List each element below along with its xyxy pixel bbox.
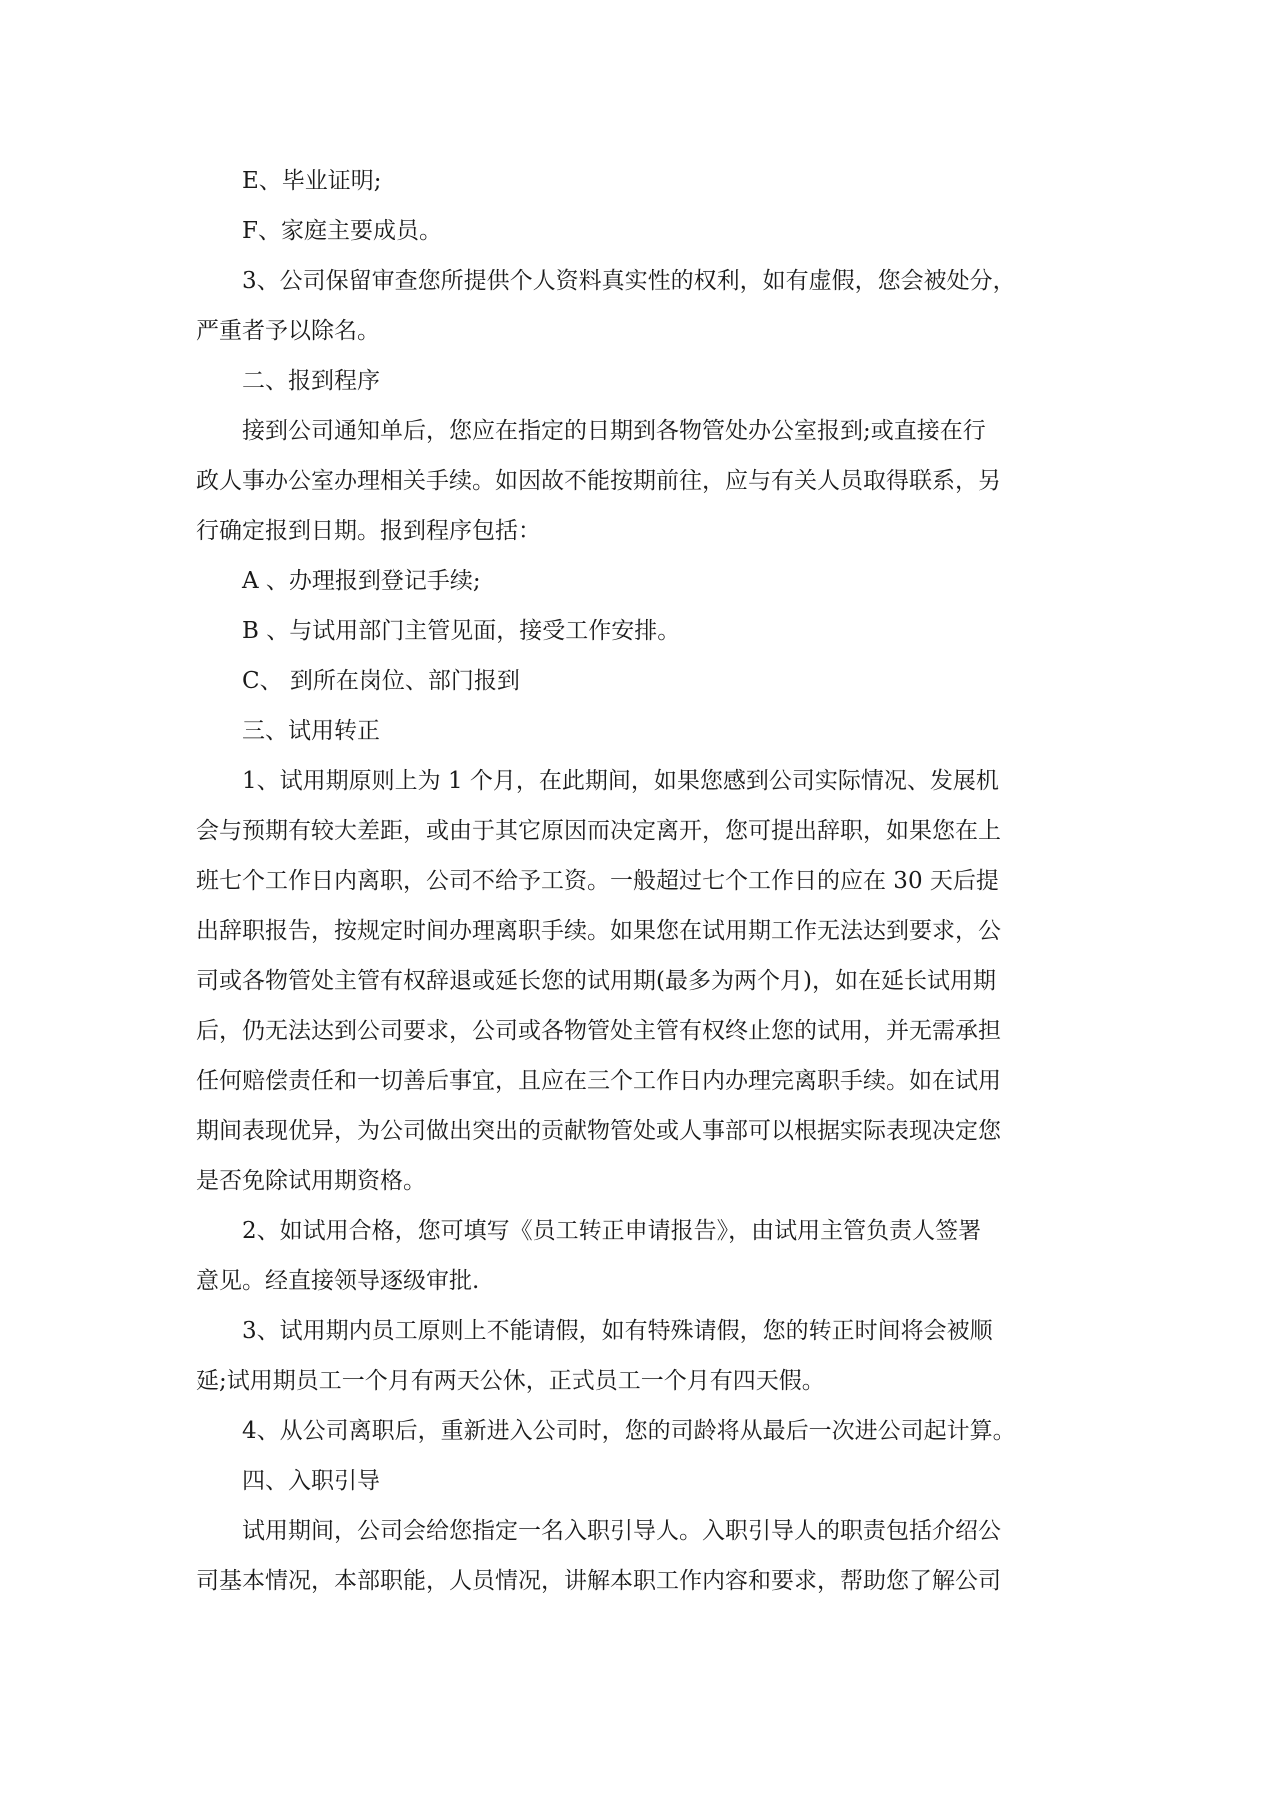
text-line: 4、从公司离职后，重新进入公司时，您的司龄将从最后一次进公司起计算。 xyxy=(242,1418,1016,1444)
text-line: 意见。经直接领导逐级审批. xyxy=(196,1268,480,1294)
text-line: C、 到所在岗位、部门报到 xyxy=(242,668,520,694)
text-line: 3、试用期内员工原则上不能请假，如有特殊请假，您的转正时间将会被顺 xyxy=(242,1318,993,1344)
document-body xyxy=(196,156,1088,1606)
text-line: 2、如试用合格，您可填写《员工转正申请报告》，由试用主管负责人签署 xyxy=(242,1218,982,1244)
text-line: 接到公司通知单后，您应在指定的日期到各物管处办公室报到;或直接在行 xyxy=(242,418,986,444)
text-line: 司或各物管处主管有权辞退或延长您的试用期(最多为两个月)，如在延长试用期 xyxy=(196,968,996,994)
text-line: 1、试用期原则上为 1 个月，在此期间，如果您感到公司实际情况、发展机 xyxy=(242,768,999,794)
text-line: 会与预期有较大差距，或由于其它原因而决定离开，您可提出辞职，如果您在上 xyxy=(196,818,1001,844)
text-line: 期间表现优异，为公司做出突出的贡献物管处或人事部可以根据实际表现决定您 xyxy=(196,1118,1001,1144)
text-line: 延;试用期员工一个月有两天公休，正式员工一个月有四天假。 xyxy=(196,1368,825,1394)
text-line: 后，仍无法达到公司要求，公司或各物管处主管有权终止您的试用，并无需承担 xyxy=(196,1018,1001,1044)
text-line: 任何赔偿责任和一切善后事宜，且应在三个工作日内办理完离职手续。如在试用 xyxy=(196,1068,1001,1094)
text-line: 三、试用转正 xyxy=(242,718,380,744)
text-line: 班七个工作日内离职，公司不给予工资。一般超过七个工作日的应在 30 天后提 xyxy=(196,868,999,894)
text-line: 二、报到程序 xyxy=(242,368,380,394)
text-line: F、家庭主要成员。 xyxy=(242,218,442,244)
text-line: 司基本情况，本部职能，人员情况，讲解本职工作内容和要求，帮助您了解公司 xyxy=(196,1568,1001,1594)
text-line: 政人事办公室办理相关手续。如因故不能按期前往，应与有关人员取得联系，另 xyxy=(196,468,1001,494)
text-line: B 、与试用部门主管见面，接受工作安排。 xyxy=(242,618,681,644)
text-line: A 、办理报到登记手续; xyxy=(242,568,481,594)
text-line: 3、公司保留审查您所提供个人资料真实性的权利，如有虚假，您会被处分， xyxy=(242,268,1016,294)
text-line: 试用期间，公司会给您指定一名入职引导人。入职引导人的职责包括介绍公 xyxy=(242,1518,1001,1544)
text-line: 出辞职报告，按规定时间办理离职手续。如果您在试用期工作无法达到要求，公 xyxy=(196,918,1001,944)
text-line: 四、入职引导 xyxy=(242,1468,380,1494)
text-line: E、毕业证明; xyxy=(242,168,382,194)
text-line: 行确定报到日期。报到程序包括： xyxy=(196,518,541,544)
text-line: 严重者予以除名。 xyxy=(196,318,380,344)
text-line: 是否免除试用期资格。 xyxy=(196,1168,426,1194)
